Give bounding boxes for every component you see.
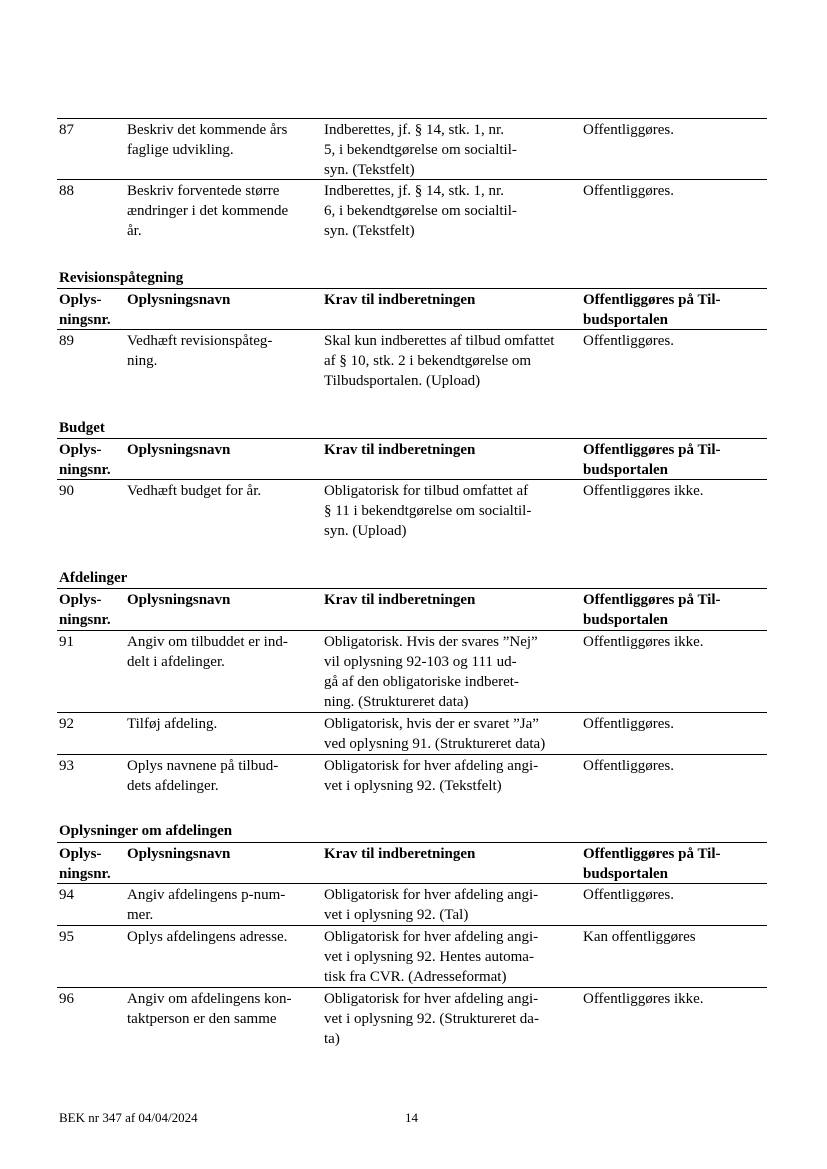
table-header: [57, 842, 767, 883]
table-continued: [57, 118, 767, 240]
row-krav: Indberettes, jf. § 14, stk. 1, nr. 6, i bekendtgørelse om socialtil- syn. (Tekstfelt): [324, 183, 517, 239]
header-nr: Oplys- ningsnr.: [59, 442, 111, 478]
table-row: [57, 118, 767, 179]
row-krav: Obligatorisk for tilbud omfattet af § 11 i bekendtgørelse om socialtil- syn. (Upload): [324, 483, 532, 539]
row-krav: Obligatorisk, hvis der er svaret ”Ja” ved oplysning 91. (Struktureret data): [324, 716, 546, 752]
row-name: Angiv om tilbuddet er ind- delt i afdelinger.: [127, 634, 288, 670]
row-number: 89: [59, 333, 74, 349]
table-row: [57, 883, 767, 925]
table-row: [57, 925, 767, 987]
row-publication: Kan offentliggøres: [583, 929, 696, 945]
row-number: 90: [59, 483, 74, 499]
table-oplysninger: [57, 842, 767, 1050]
header-name: Oplysningsnavn: [127, 442, 231, 458]
row-publication: Offentliggøres.: [583, 183, 674, 199]
header-name: Oplysningsnavn: [127, 846, 231, 862]
header-krav: Krav til indberetningen: [324, 846, 476, 862]
row-name: Angiv om afdelingens kon- taktperson er den samme: [127, 991, 292, 1027]
header-krav: Krav til indberetningen: [324, 592, 476, 608]
footer-document-id: BEK nr 347 af 04/04/2024: [59, 1110, 198, 1125]
header-publication: Offentliggøres på Til- budsportalen: [583, 292, 721, 328]
row-publication: Offentliggøres ikke.: [583, 634, 704, 650]
header-nr: Oplys- ningsnr.: [59, 592, 111, 628]
row-name: Oplys navnene på tilbud- dets afdelinger.: [127, 758, 279, 794]
row-number: 93: [59, 758, 74, 774]
header-name: Oplysningsnavn: [127, 292, 231, 308]
row-name: Angiv afdelingens p-num- mer.: [127, 887, 286, 923]
row-name: Vedhæft budget for år.: [127, 483, 262, 499]
table-revision: [57, 288, 767, 390]
row-number: 87: [59, 122, 74, 138]
section-title-revision: Revisionspåtegning: [59, 270, 184, 286]
row-publication: Offentliggøres ikke.: [583, 483, 704, 499]
table-row: [57, 479, 767, 540]
header-nr: Oplys- ningsnr.: [59, 846, 111, 882]
row-publication: Offentliggøres ikke.: [583, 991, 704, 1007]
table-row: [57, 630, 767, 712]
row-publication: Offentliggøres.: [583, 887, 674, 903]
table-row: [57, 329, 767, 390]
row-name: Oplys afdelingens adresse.: [127, 929, 288, 945]
section-title-oplysninger: Oplysninger om afdelingen: [59, 823, 233, 839]
row-publication: Offentliggøres.: [583, 122, 674, 138]
row-krav: Skal kun indberettes af tilbud omfattet af § 10, stk. 2 i bekendtgørelse om Tilbudsportalen. (Upload): [324, 333, 555, 389]
row-krav: Obligatorisk for hver afdeling angi- vet i oplysning 92. Hentes automa- tisk fra CVR. (Adresseformat): [324, 929, 539, 985]
row-number: 96: [59, 991, 74, 1007]
table-row: [57, 987, 767, 1050]
row-name: Beskriv det kommende års faglige udvikling.: [127, 122, 288, 158]
section-title-budget: Budget: [59, 420, 105, 436]
table-afdelinger: [57, 588, 767, 796]
row-name: Vedhæft revisionspåteg- ning.: [127, 333, 273, 369]
row-name: Tilføj afdeling.: [127, 716, 218, 732]
row-publication: Offentliggøres.: [583, 333, 674, 349]
row-krav: Indberettes, jf. § 14, stk. 1, nr. 5, i bekendtgørelse om socialtil- syn. (Tekstfelt): [324, 122, 517, 178]
row-krav: Obligatorisk for hver afdeling angi- vet i oplysning 92. (Tal): [324, 887, 539, 923]
row-name: Beskriv forventede større ændringer i det kommende år.: [127, 183, 289, 239]
table-header: [57, 288, 767, 329]
header-krav: Krav til indberetningen: [324, 292, 476, 308]
row-publication: Offentliggøres.: [583, 758, 674, 774]
footer-page-number: 14: [405, 1110, 418, 1125]
table-header: [57, 588, 767, 630]
table-row: [57, 754, 767, 796]
row-krav: Obligatorisk for hver afdeling angi- vet i oplysning 92. (Tekstfelt): [324, 758, 539, 794]
table-budget: [57, 438, 767, 540]
header-publication: Offentliggøres på Til- budsportalen: [583, 846, 721, 882]
row-number: 95: [59, 929, 74, 945]
header-publication: Offentliggøres på Til- budsportalen: [583, 592, 721, 628]
table-header: [57, 438, 767, 479]
row-number: 94: [59, 887, 74, 903]
row-number: 88: [59, 183, 74, 199]
row-number: 92: [59, 716, 74, 732]
header-krav: Krav til indberetningen: [324, 442, 476, 458]
header-publication: Offentliggøres på Til- budsportalen: [583, 442, 721, 478]
table-row: [57, 712, 767, 754]
row-number: 91: [59, 634, 74, 650]
section-title-afdelinger: Afdelinger: [59, 570, 128, 586]
header-name: Oplysningsnavn: [127, 592, 231, 608]
header-nr: Oplys- ningsnr.: [59, 292, 111, 328]
row-publication: Offentliggøres.: [583, 716, 674, 732]
row-krav: Obligatorisk for hver afdeling angi- vet i oplysning 92. (Struktureret da- ta): [324, 991, 539, 1047]
row-krav: Obligatorisk. Hvis der svares ”Nej” vil oplysning 92-103 og 111 ud- gå af den obligatoriske indberet- ning. (Struktureret data): [324, 634, 538, 710]
table-row: [57, 179, 767, 240]
